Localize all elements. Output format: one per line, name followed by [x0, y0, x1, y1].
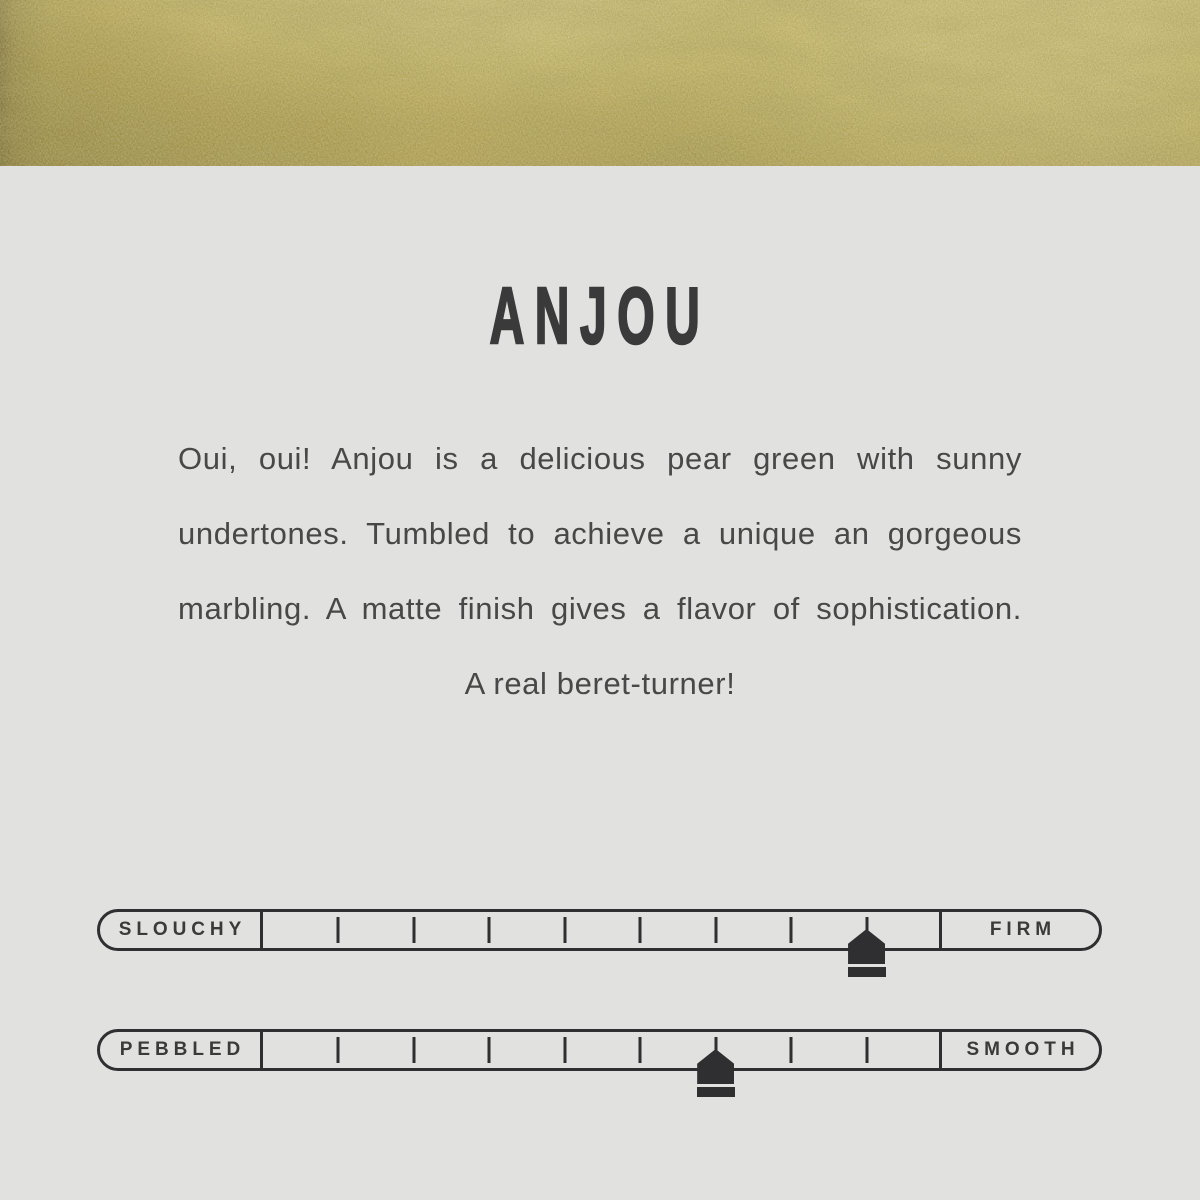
marker-pointer-icon — [697, 1049, 734, 1084]
tick-mark — [337, 1037, 340, 1063]
tick-mark — [865, 1037, 868, 1063]
marker-pointer-icon — [848, 929, 885, 964]
slider-right-label: FIRM — [989, 919, 1057, 940]
slider-left-divider — [260, 1031, 263, 1069]
tick-mark — [488, 1037, 491, 1063]
leather-grain-texture — [0, 0, 1200, 166]
tick-mark — [790, 917, 793, 943]
tick-mark — [412, 917, 415, 943]
slider-marker-handle[interactable] — [848, 929, 886, 977]
tick-mark — [488, 917, 491, 943]
slider-pebbled-smooth — [97, 1029, 1102, 1071]
description-line-1: Oui, oui! Anjou is a delicious pear green with sunny — [178, 441, 1022, 476]
tick-mark — [563, 917, 566, 943]
slider-right-label: SMOOTH — [966, 1039, 1080, 1060]
product-description — [178, 421, 1022, 721]
tick-mark — [714, 917, 717, 943]
slider-left-label: PEBBLED — [119, 1039, 246, 1060]
tick-mark — [790, 1037, 793, 1063]
product-name-title: ANJOU — [489, 271, 711, 360]
tick-mark — [639, 1037, 642, 1063]
marker-base-bar — [697, 1087, 735, 1097]
slider-slouchy-firm — [97, 909, 1102, 951]
tick-mark — [563, 1037, 566, 1063]
slider-marker-handle[interactable] — [697, 1049, 735, 1097]
tick-mark — [412, 1037, 415, 1063]
slider-left-divider — [260, 911, 263, 949]
description-line-3: marbling. A matte finish gives a flavor of sophistication. — [178, 591, 1022, 626]
marker-base-bar — [848, 967, 886, 977]
tick-mark — [337, 917, 340, 943]
description-line-2: undertones. Tumbled to achieve a unique an gorgeous — [178, 516, 1022, 551]
leather-texture-swatch — [0, 0, 1200, 166]
description-line-4: A real beret-turner! — [464, 666, 736, 701]
slider-left-label: SLOUCHY — [118, 919, 247, 940]
tick-mark — [639, 917, 642, 943]
